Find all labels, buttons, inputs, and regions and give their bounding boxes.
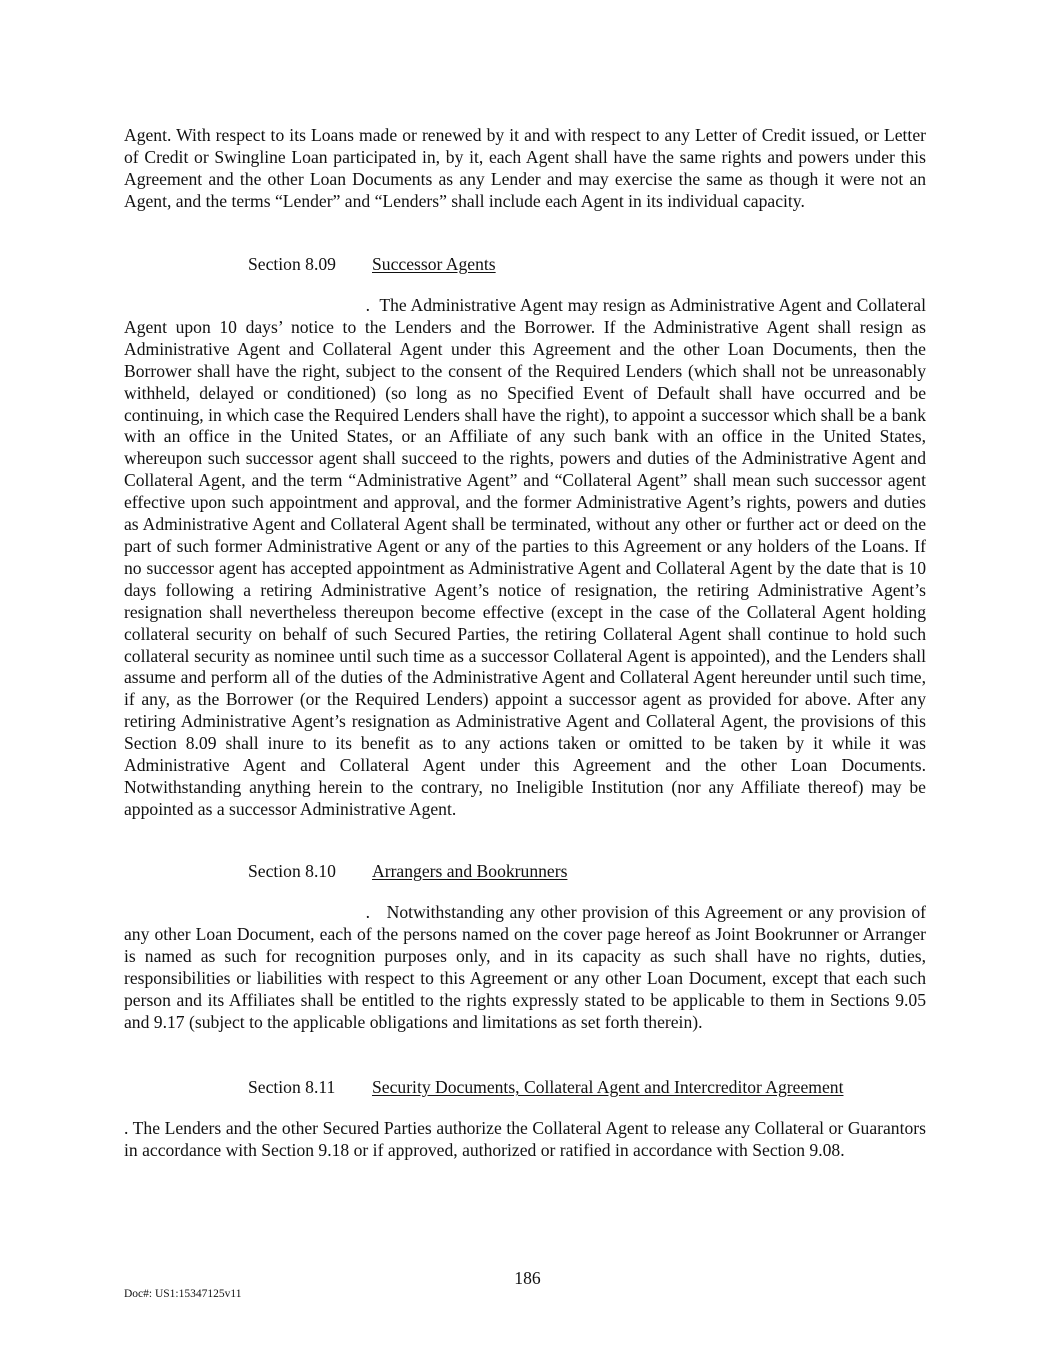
- section-heading-8-11: [248, 1076, 843, 1098]
- section-heading-8-10: [248, 860, 567, 882]
- paragraph-text: The Administrative Agent may resign as Administrative Agent and Collateral Agent upon 10 days’ notice to the Lenders and the Borrower. If the Administrative Agent shall resign as Administrative Agent and Collateral Agent under this Agreement and the other Loan Documents, then the Borrower shall have the right, subject to the consent of the Required Lenders (which shall not be unreasonably withheld, delayed or conditioned) (so long as no Specified Event of Default shall have occurred and be continuing, in which case the Required Lenders shall have the right), to appoint a successor which shall be a bank with an office in the United States, or an Affiliate of any such bank with an office in the United States, whereupon such successor agent shall succeed to the rights, powers and duties of the Administrative Agent and Collateral Agent, and the term “Administrative Agent” and “Collateral Agent” shall mean such successor agent effective upon such appointment and approval, and the former Administrative Agent’s rights, powers and duties as Administrative Agent and Collateral Agent shall be terminated, without any other or further act or deed on the part of such former Administrative Agent or any of the parties to this Agreement or any holders of the Loans. If no successor agent has accepted appointment as Administrative Agent and Collateral Agent by the date that is 10 days following a retiring Administrative Agent’s notice of resignation, the retiring Administrative Agent’s resignation shall nevertheless thereupon become effective (except in the case of the Collateral Agent holding collateral security on behalf of such Secured Parties, the retiring Collateral Agent shall continue to hold such collateral security as nominee until such time as a successor Collateral Agent is appointed), and the Lenders shall assume and perform all of the duties of the Administrative Agent and Collateral Agent hereunder until such time, if any, as the Borrower (or the Required Lenders) appoint a successor agent as provided for above. After any retiring Administrative Agent’s resignation as Administrative Agent and Collateral Agent, the provisions of this Section 8.09 shall inure to its benefit as to any actions taken or omitted to be taken by it while it was Administrative Agent and Collateral Agent under this Agreement and the other Loan Documents. Notwithstanding anything herein to the contrary, no Ineligible Institution (nor any Affiliate thereof) may be appointed as a successor Administrative Agent.: [124, 295, 926, 819]
- paragraph-agent-rights: Agent. With respect to its Loans made or renewed by it and with respect to any Letter of Credit issued, or Letter of Credit or Swingline Loan participated in, by it, each Agent shall have the same rights and powers under this Agreement and the other Loan Documents as any Lender and may exercise the same as though it were not an Agent, and the terms “Lender” and “Lenders” shall include each Agent in its individual capacity.: [124, 125, 926, 211]
- document-id: Doc#: US1:15347125v11: [124, 1288, 242, 1300]
- paragraph-text: Notwithstanding any other provision of this Agreement or any provision of any other Loan Document, each of the persons named on the cover page hereof as Joint Bookrunner or Arranger is named as such for recognition purposes only, and in its capacity as such shall have no rights, duties, responsibilities or liabilities with respect to this Agreement or any other Loan Document, except that each such person and its Affiliates shall be entitled to the rights expressly stated to be applicable to them in Sections 9.05 and 9.17 (subject to the applicable obligations and limitations as set forth therein).: [124, 902, 926, 1032]
- leading-period: .: [365, 295, 370, 315]
- paragraph-successor-agents: [124, 295, 926, 821]
- paragraph-arrangers: [124, 902, 926, 1033]
- paragraph-security-documents: . The Lenders and the other Secured Parties authorize the Collateral Agent to release any Collateral or Guarantors in accordance with Section 9.18 or if approved, authorized or ratified in accordance with Section 9.08.: [124, 1118, 926, 1160]
- section-title: Successor Agents: [372, 254, 496, 274]
- section-number: Section 8.10: [248, 861, 336, 881]
- section-title: Arrangers and Bookrunners: [372, 861, 568, 881]
- leading-period: .: [365, 902, 370, 922]
- page-number: 186: [514, 1268, 541, 1288]
- section-heading-8-09: [248, 253, 496, 275]
- section-title: Security Documents, Collateral Agent and Intercreditor Agreement: [372, 1077, 844, 1097]
- section-number: Section 8.11: [248, 1077, 336, 1097]
- section-number: Section 8.09: [248, 254, 336, 274]
